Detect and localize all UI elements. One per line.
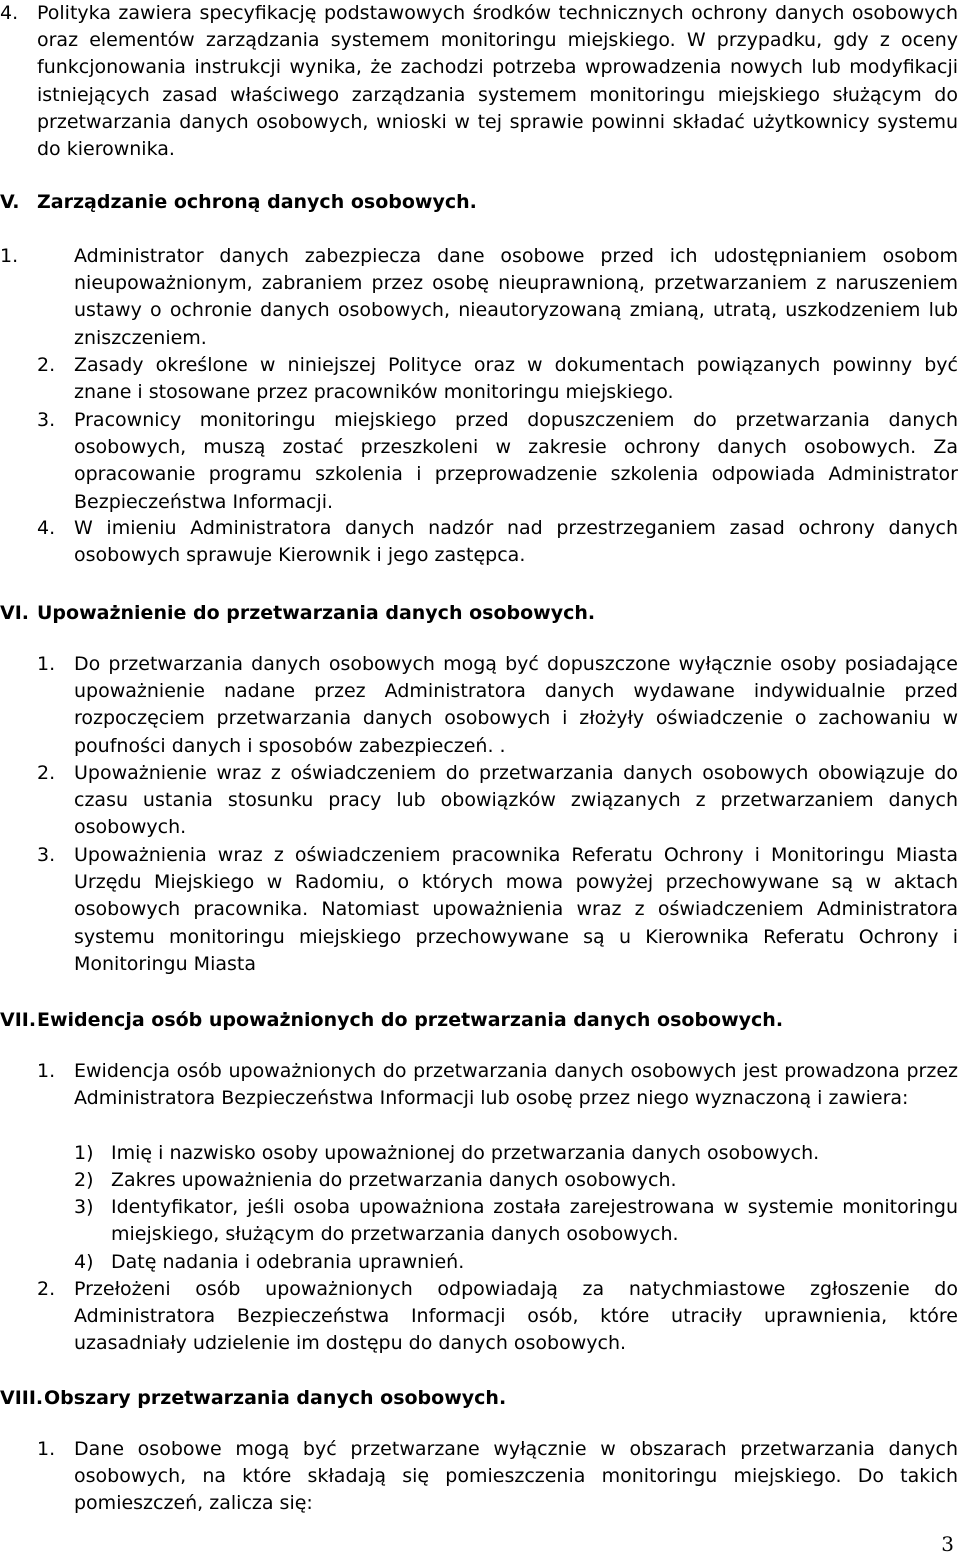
- section-title: Upoważnienie do przetwarzania danych osobowych.: [37, 602, 596, 624]
- item-number: 2.: [37, 354, 56, 376]
- item-number: 3.: [37, 409, 56, 431]
- item-text: Administrator danych zabezpiecza dane osobowe przed ich udostępnianiem osobom nieupoważnionym, zabraniem przez osobę nieuprawnioną, przetwarzaniem z naruszeniem ustawy o ochronie danych osobowych, nieautoryzowaną zmianą, utratą, uszkodzeniem lub zniszczeniem.: [74, 245, 958, 349]
- sub-list-item: [74, 1249, 958, 1276]
- item-number: 1.: [37, 1438, 56, 1460]
- subitem-text: Identyfikator, jeśli osoba upoważniona została zarejestrowana w systemie monitoringu miejskiego, służącym do przetwarzania danych osobowych.: [111, 1196, 958, 1246]
- section-number: VIII.: [0, 1387, 44, 1409]
- item-number: 3.: [37, 844, 56, 866]
- item-text: Do przetwarzania danych osobowych mogą być dopuszczone wyłącznie osoby posiadające upoważnienie nadane przez Administratora danych wydawane indywidualnie przed rozpoczęciem przetwarzania danych osobowych i złożyły oświadczenie o zachowaniu w poufności danych i sposobów zabezpieczeń. .: [74, 653, 958, 757]
- item-text: Upoważnienie wraz z oświadczeniem do przetwarzania danych osobowych obowiązuje do czasu ustania stosunku pracy lub obowiązków związanych z przetwarzaniem danych osobowych.: [74, 762, 958, 839]
- item-number: 4.: [0, 2, 19, 24]
- item-number: 2.: [37, 762, 56, 784]
- subitem-text: Datę nadania i odebrania uprawnień.: [111, 1251, 465, 1273]
- sub-list-item: [74, 1167, 958, 1194]
- item-number: 1.: [0, 245, 19, 267]
- subitem-text: Imię i nazwisko osoby upoważnionej do przetwarzania danych osobowych.: [111, 1142, 820, 1164]
- subitem-number: 3): [74, 1196, 94, 1218]
- item-text: Przełożeni osób upoważnionych odpowiadają za natychmiastowe zgłoszenie do Administratora Bezpieczeństwa Informacji osób, które utraciły uprawnienia, które uzasadniały udzielenie im dostępu do danych osobowych.: [74, 1278, 958, 1355]
- section-heading: [0, 189, 477, 216]
- list-item: [37, 1436, 958, 1518]
- sub-list-item: [74, 1140, 958, 1167]
- list-item: [37, 1276, 958, 1358]
- list-item: [37, 760, 958, 842]
- item-text: Pracownicy monitoringu miejskiego przed dopuszczeniem do przetwarzania danych osobowych, muszą zostać przeszkoleni w zakresie ochrony danych osobowych. Za opracowanie programu szkolenia i przeprowadzenie szkolenia odpowiada Administrator Bezpieczeństwa Informacji.: [74, 409, 958, 513]
- list-item: [37, 1058, 958, 1112]
- section-title: Obszary przetwarzania danych osobowych.: [44, 1387, 507, 1409]
- list-item: [37, 515, 958, 569]
- section-heading: [0, 1007, 783, 1034]
- item-text: Ewidencja osób upoważnionych do przetwarzania danych osobowych jest prowadzona przez Administratora Bezpieczeństwa Informacji lub osobę przez niego wyznaczoną i zawiera:: [74, 1060, 958, 1110]
- item-number: 2.: [37, 1278, 56, 1300]
- subitem-text: Zakres upoważnienia do przetwarzania danych osobowych.: [111, 1169, 677, 1191]
- item-text: W imieniu Administratora danych nadzór nad przestrzeganiem zasad ochrony danych osobowych sprawuje Kierownik i jego zastępca.: [74, 517, 958, 567]
- list-item: [37, 407, 958, 516]
- section-title: Ewidencja osób upoważnionych do przetwarzania danych osobowych.: [37, 1009, 784, 1031]
- sub-list-item: [74, 1194, 958, 1248]
- item-number: 1.: [37, 1060, 56, 1082]
- section-heading: [0, 600, 595, 627]
- list-item: [37, 352, 958, 406]
- item-text: Polityka zawiera specyfikację podstawowych środków technicznych ochrony danych osobowych oraz elementów zarządzania systemem monitoringu miejskiego. W przypadku, gdy z oceny funkcjonowania instrukcji wynika, że zachodzi potrzeba wprowadzenia nowych lub modyfikacji istniejących zasad właściwego zarządzania systemem monitoringu miejskiego służącym do przetwarzania danych osobowych, wnioski w tej sprawie powinni składać użytkownicy systemu do kierownika.: [37, 2, 958, 161]
- section-heading: [0, 1385, 506, 1412]
- list-item: [0, 243, 958, 352]
- item-number: 1.: [37, 653, 56, 675]
- section-title: Zarządzanie ochroną danych osobowych.: [37, 191, 477, 213]
- item-number: 4.: [37, 517, 56, 539]
- section-number: VII.: [0, 1009, 37, 1031]
- page-number: 3: [941, 1532, 954, 1556]
- list-item: [37, 651, 958, 760]
- list-item: [0, 0, 958, 163]
- list-item: [37, 842, 958, 978]
- item-text: Upoważnienia wraz z oświadczeniem pracownika Referatu Ochrony i Monitoringu Miasta Urzędu Miejskiego w Radomiu, o których mowa powyżej przechowywane są w aktach osobowych pracownika. Natomiast upoważnienia wraz z oświadczeniem Administratora systemu monitoringu miejskiego przechowywane są u Kierownika Referatu Ochrony i Monitoringu Miasta: [74, 844, 958, 975]
- section-number: V.: [0, 191, 20, 213]
- item-text: Zasady określone w niniejszej Polityce oraz w dokumentach powiązanych powinny być znane i stosowane przez pracowników monitoringu miejskiego.: [74, 354, 958, 404]
- section-number: VI.: [0, 602, 29, 624]
- item-text: Dane osobowe mogą być przetwarzane wyłącznie w obszarach przetwarzania danych osobowych, na które składają się pomieszczenia monitoringu miejskiego. Do takich pomieszczeń, zalicza się:: [74, 1438, 958, 1515]
- subitem-number: 4): [74, 1251, 94, 1273]
- subitem-number: 2): [74, 1169, 94, 1191]
- subitem-number: 1): [74, 1142, 94, 1164]
